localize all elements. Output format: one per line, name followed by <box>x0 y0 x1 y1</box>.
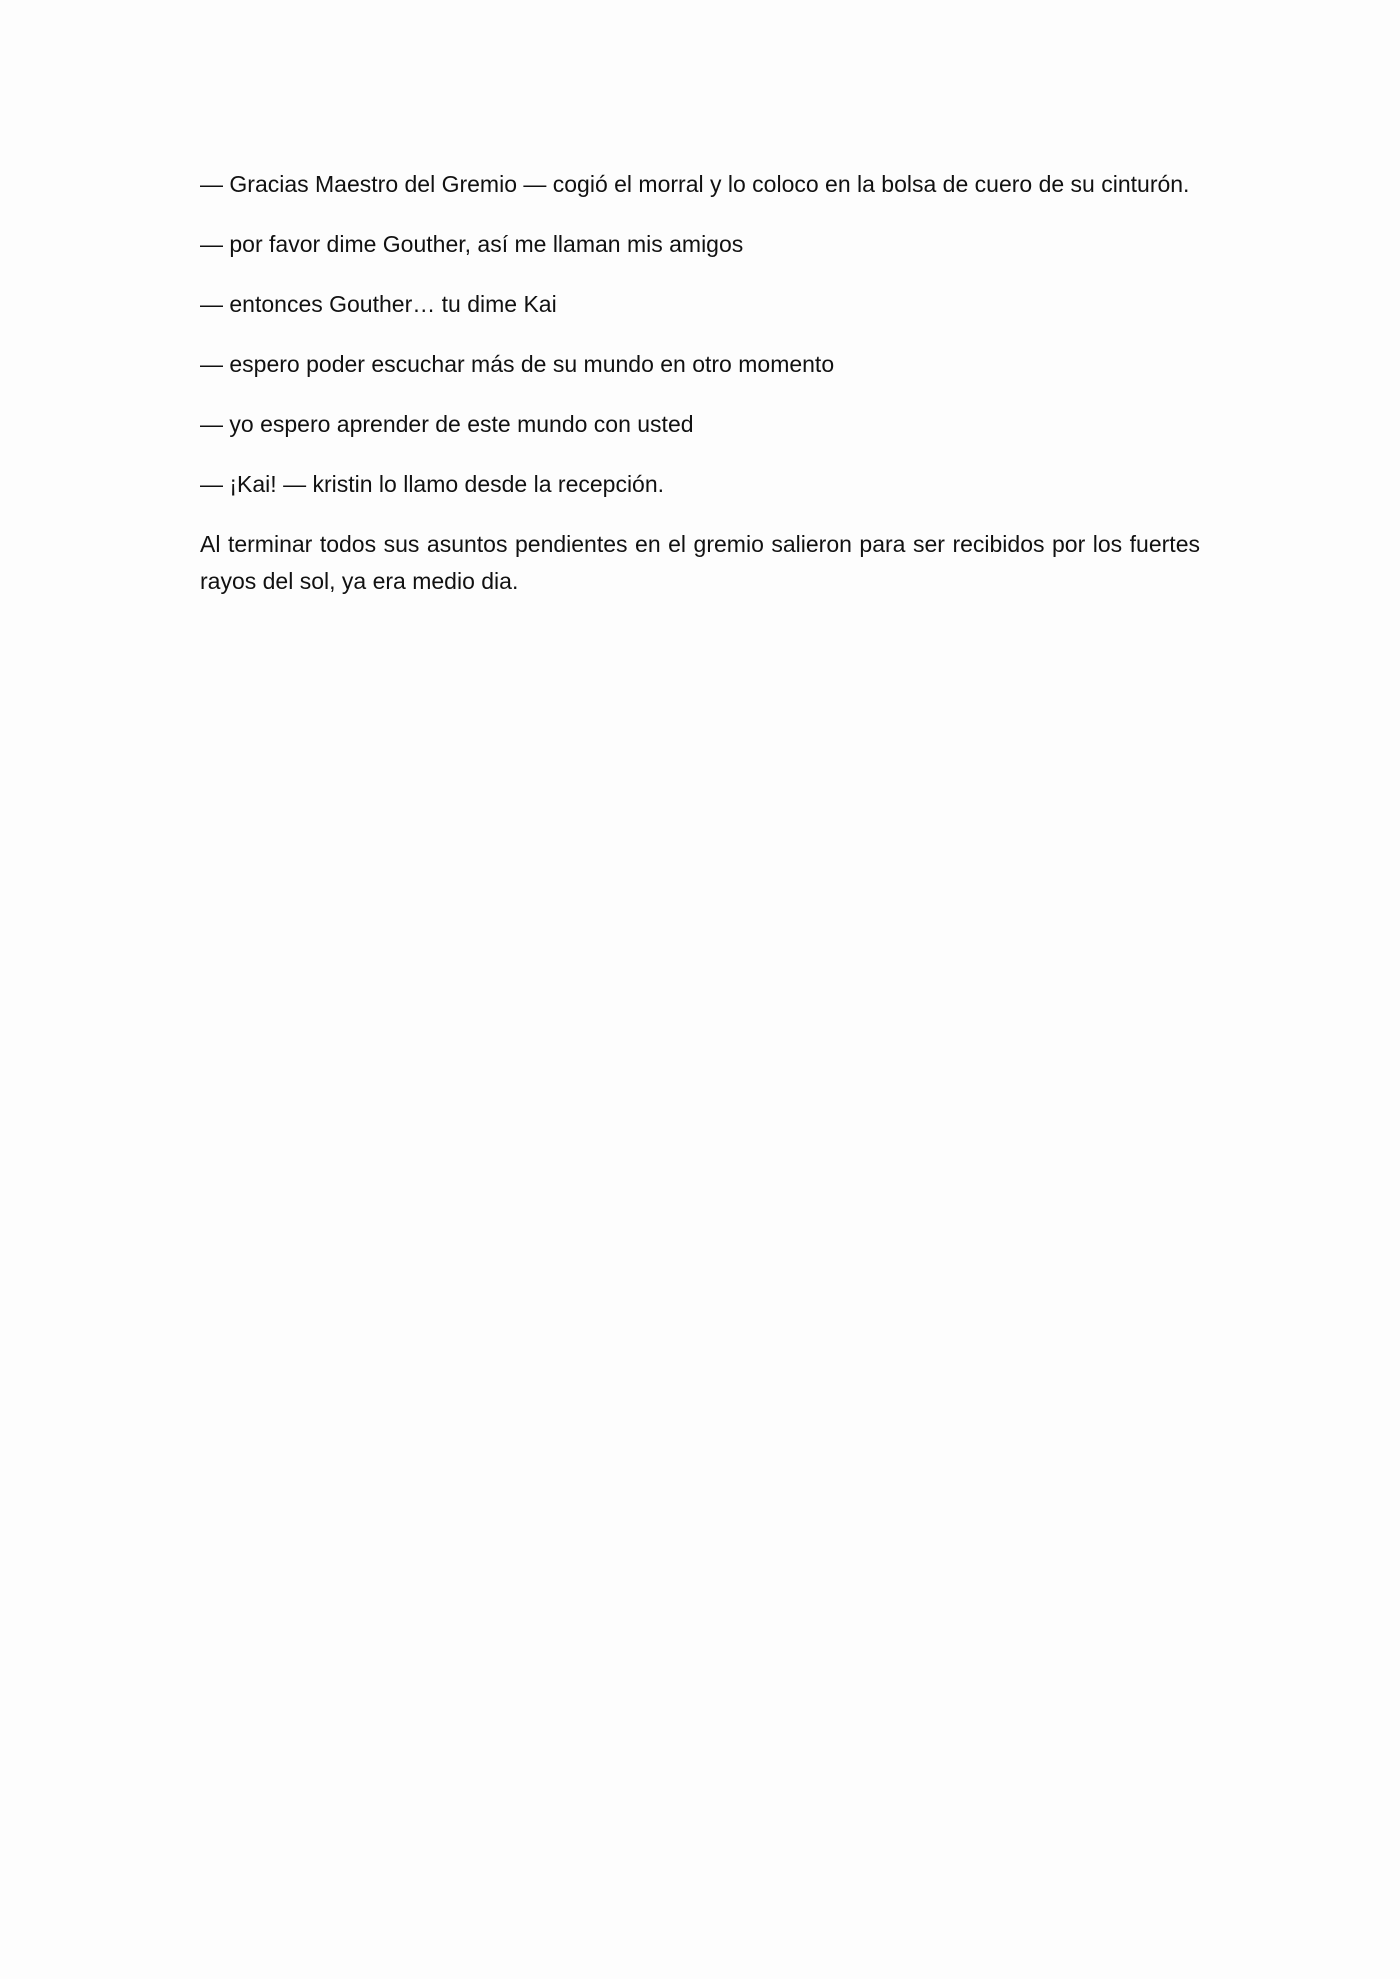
document-body <box>200 166 1200 623</box>
paragraph-dialogue: — entonces Gouther… tu dime Kai <box>200 291 557 317</box>
paragraph-dialogue: — Gracias Maestro del Gremio — cogió el morral y lo coloco en la bolsa de cuero de su cinturón. <box>200 171 1190 197</box>
paragraph-dialogue: — yo espero aprender de este mundo con usted <box>200 411 694 437</box>
paragraph-dialogue: — espero poder escuchar más de su mundo en otro momento <box>200 351 835 377</box>
paragraph-narration: Al terminar todos sus asuntos pendientes en el gremio salieron para ser recibidos por los fuertes rayos del sol, ya era medio dia. <box>200 531 1200 594</box>
paragraph-dialogue: — por favor dime Gouther, así me llaman mis amigos <box>200 231 744 257</box>
paragraph-dialogue: — ¡Kai! — kristin lo llamo desde la recepción. <box>200 471 665 497</box>
